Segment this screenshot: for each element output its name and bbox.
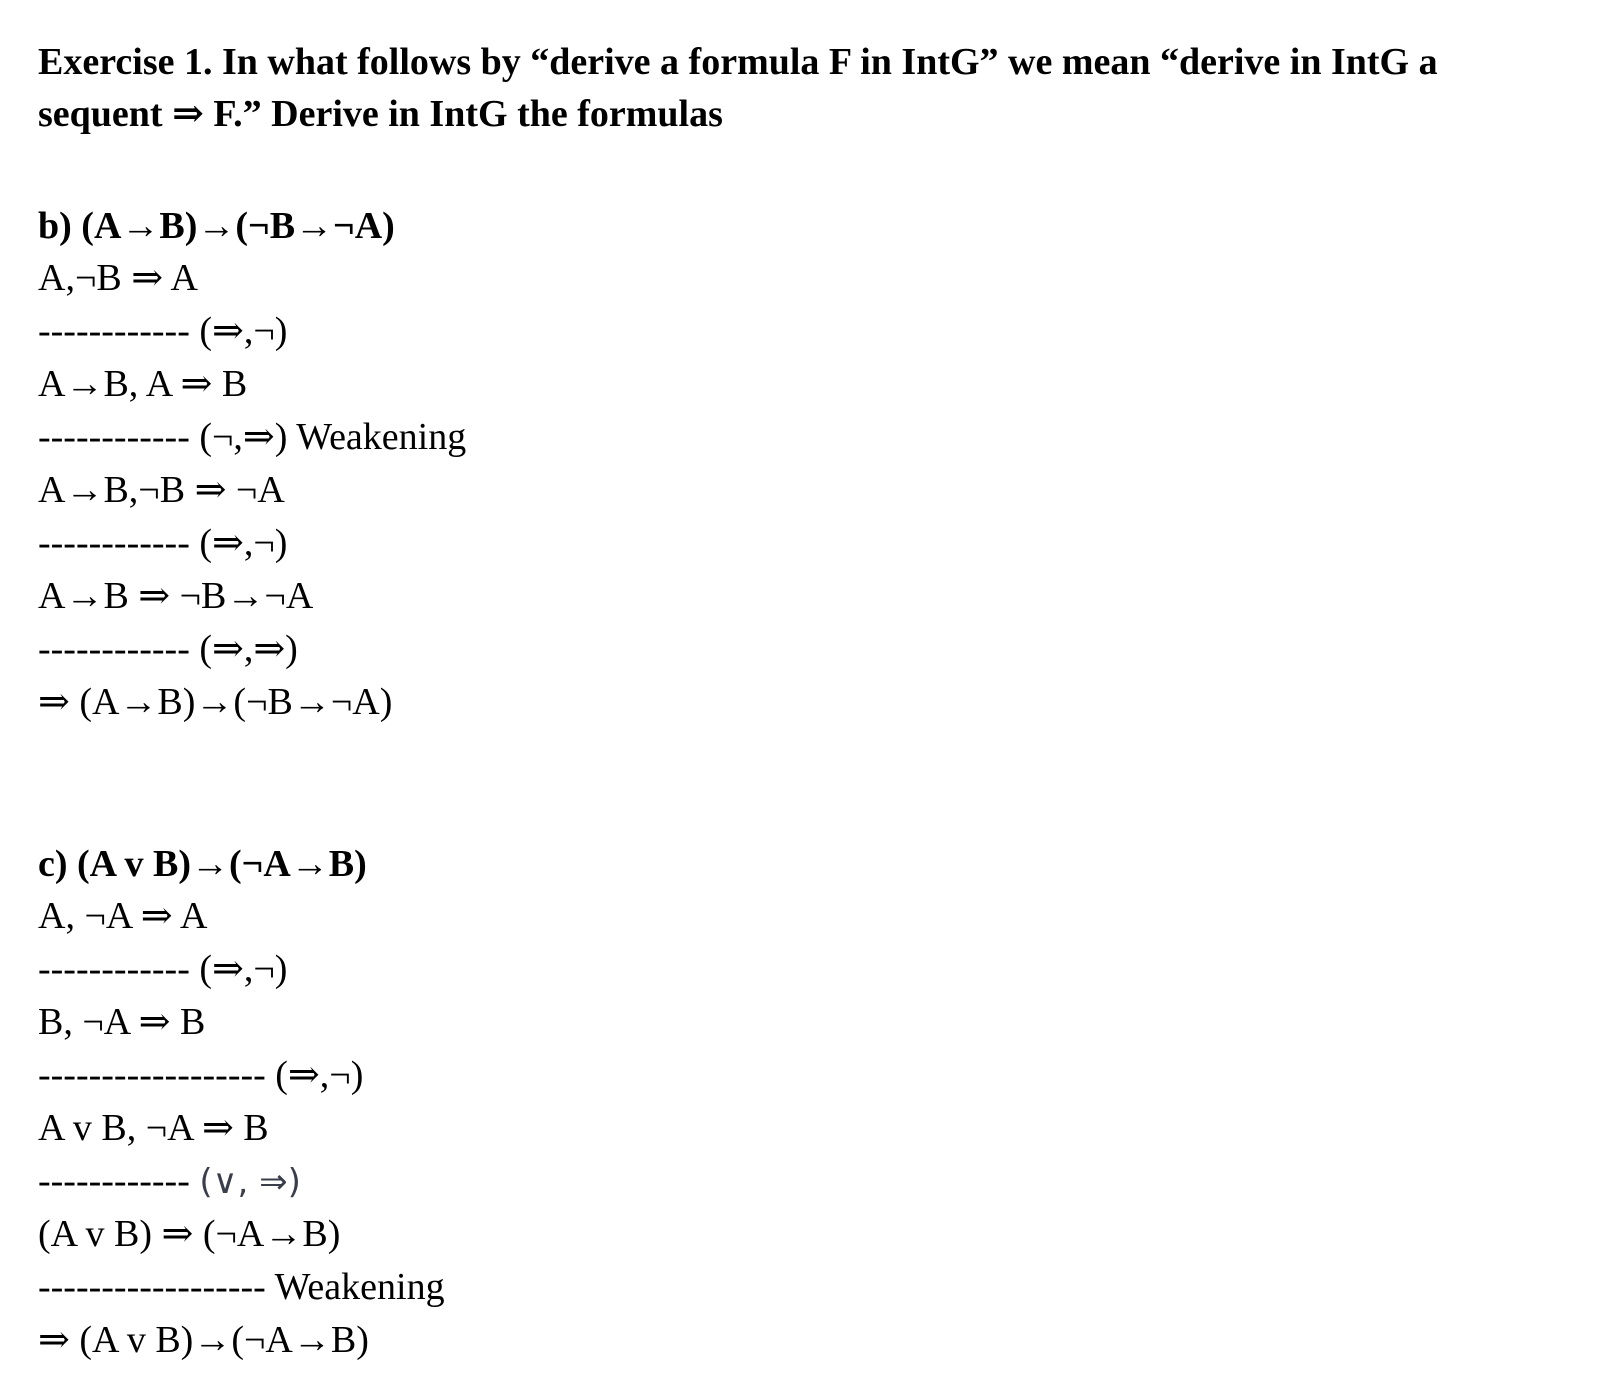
part-b-conclusion: ⇒ (A→B)→(¬B→¬A) bbox=[38, 681, 393, 723]
part-c-derivation bbox=[38, 838, 445, 1367]
part-b-line-4: A→B ⇒ ¬B→¬A bbox=[38, 575, 314, 617]
exercise-heading bbox=[38, 36, 1598, 140]
part-b-rule-3: ------------ (⇒,¬) bbox=[38, 522, 288, 564]
part-c-line-1: A, ¬A ⇒ A bbox=[38, 895, 208, 937]
part-c-line-3: A v B, ¬A ⇒ B bbox=[38, 1107, 269, 1149]
part-c-conclusion: ⇒ (A v B)→(¬A→B) bbox=[38, 1319, 369, 1361]
part-c-rule-2: ------------------ (⇒,¬) bbox=[38, 1054, 364, 1096]
part-c-rule-3-dashes: ------------ bbox=[38, 1160, 190, 1202]
exercise-heading-line-2: sequent ⇒ F.” Derive in IntG the formulas bbox=[38, 93, 723, 135]
part-b-rule-1: ------------ (⇒,¬) bbox=[38, 310, 288, 352]
document-body bbox=[38, 36, 1598, 1361]
part-c-rule-3 bbox=[38, 1155, 445, 1208]
exercise-heading-line-1: Exercise 1. In what follows by “derive a formula F in IntG” we mean “derive in IntG a bbox=[38, 41, 1438, 83]
part-b-line-2: A→B, A ⇒ B bbox=[38, 363, 248, 405]
part-c-rule-4: ------------------ Weakening bbox=[38, 1266, 445, 1308]
part-b-rule-2: ------------ (¬,⇒) Weakening bbox=[38, 416, 467, 458]
part-c-line-2: B, ¬A ⇒ B bbox=[38, 1001, 206, 1043]
part-c-title: c) (A v B)→(¬A→B) bbox=[38, 843, 367, 885]
part-c-rule-3-label: (∨, ⇒) bbox=[199, 1162, 301, 1202]
part-b-derivation bbox=[38, 200, 466, 729]
part-b-line-1: A,¬B ⇒ A bbox=[38, 257, 198, 299]
part-b-rule-4: ------------ (⇒,⇒) bbox=[38, 628, 298, 670]
part-b-line-3: A→B,¬B ⇒ ¬A bbox=[38, 469, 285, 511]
part-c-rule-1: ------------ (⇒,¬) bbox=[38, 948, 288, 990]
part-b-title: b) (A→B)→(¬B→¬A) bbox=[38, 205, 395, 247]
part-c-line-4: (A v B) ⇒ (¬A→B) bbox=[38, 1213, 341, 1255]
